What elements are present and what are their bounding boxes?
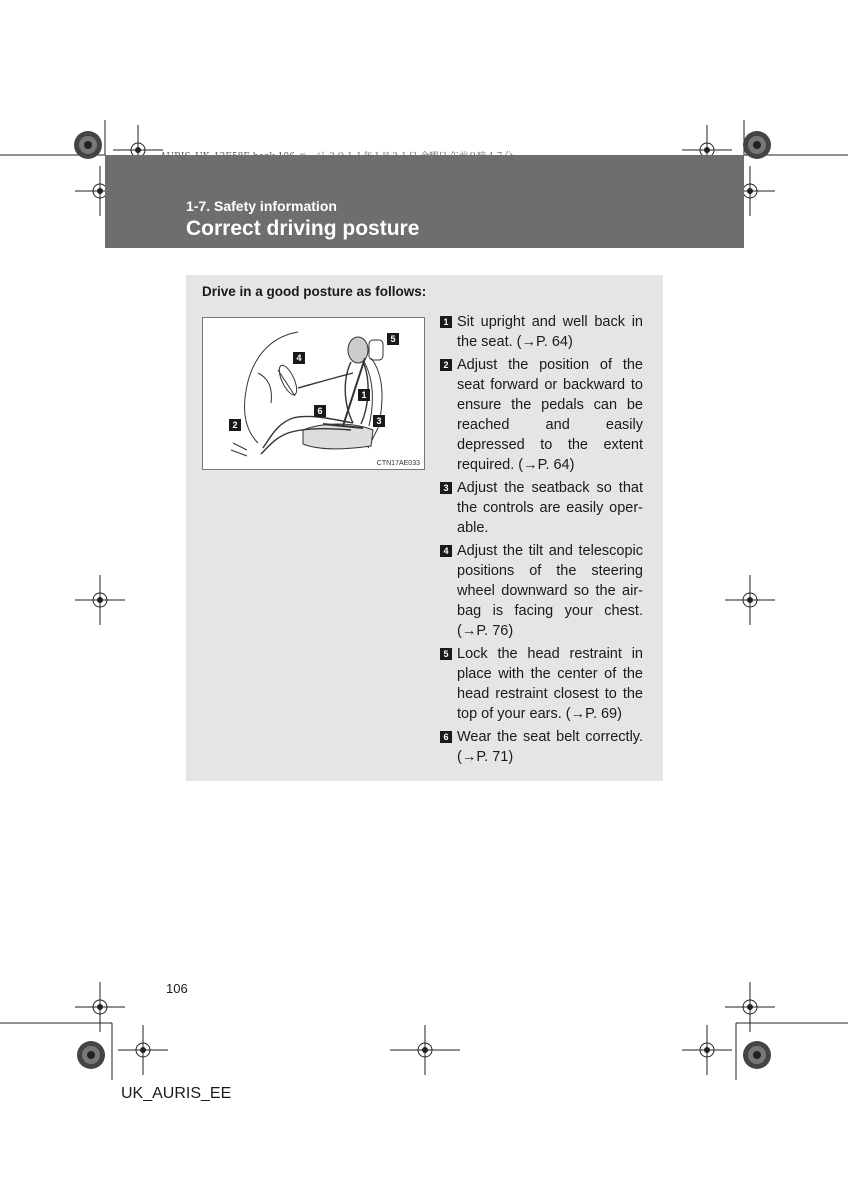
list-item	[440, 312, 643, 352]
step-number: 2	[440, 359, 452, 371]
list-item	[440, 541, 643, 641]
step-number: 4	[440, 545, 452, 557]
posture-illustration	[202, 317, 425, 470]
footer-code: UK_AURIS_EE	[121, 1085, 232, 1102]
step-text: Lock the head restraint in place with the center of the head restraint closest to the top of your ears. (→P. 69)	[457, 646, 643, 722]
intro-text: Drive in a good posture as follows:	[202, 284, 427, 299]
step-text: Adjust the position of the seat forward or backward to ensure the pedals can be reached and easily depressed to the extent required. (→P. 64)	[457, 357, 643, 473]
callout-1: 1	[361, 390, 367, 400]
list-item	[440, 478, 643, 538]
section-header	[105, 155, 744, 248]
section-label: 1-7. Safety information	[186, 198, 337, 214]
driver-seat-drawing	[203, 318, 424, 469]
step-number: 5	[440, 648, 452, 660]
list-item	[440, 644, 643, 724]
step-number: 6	[440, 731, 452, 743]
step-text: Wear the seat belt correctly. (→P. 71)	[457, 729, 643, 765]
callout-4: 4	[296, 353, 302, 363]
page-title: Correct driving posture	[186, 217, 420, 240]
step-text: Adjust the seatback so that the controls are easily oper-able.	[457, 480, 643, 536]
step-number: 3	[440, 482, 452, 494]
callout-6: 6	[317, 406, 323, 416]
figure-code: CTN17AE033	[376, 460, 420, 467]
content-panel	[186, 275, 663, 781]
step-text: Adjust the tilt and telescopic positions of the steering wheel downward so the air-bag is facing your chest. (→P. 76)	[457, 543, 643, 639]
step-text: Sit upright and well back in the seat. (→P. 64)	[457, 314, 643, 350]
page-number: 106	[166, 981, 188, 996]
posture-steps	[440, 312, 643, 770]
step-number: 1	[440, 316, 452, 328]
callout-2: 2	[232, 420, 238, 430]
callout-3: 3	[376, 416, 382, 426]
list-item	[440, 727, 643, 767]
list-item	[440, 355, 643, 475]
callout-5: 5	[390, 334, 396, 344]
